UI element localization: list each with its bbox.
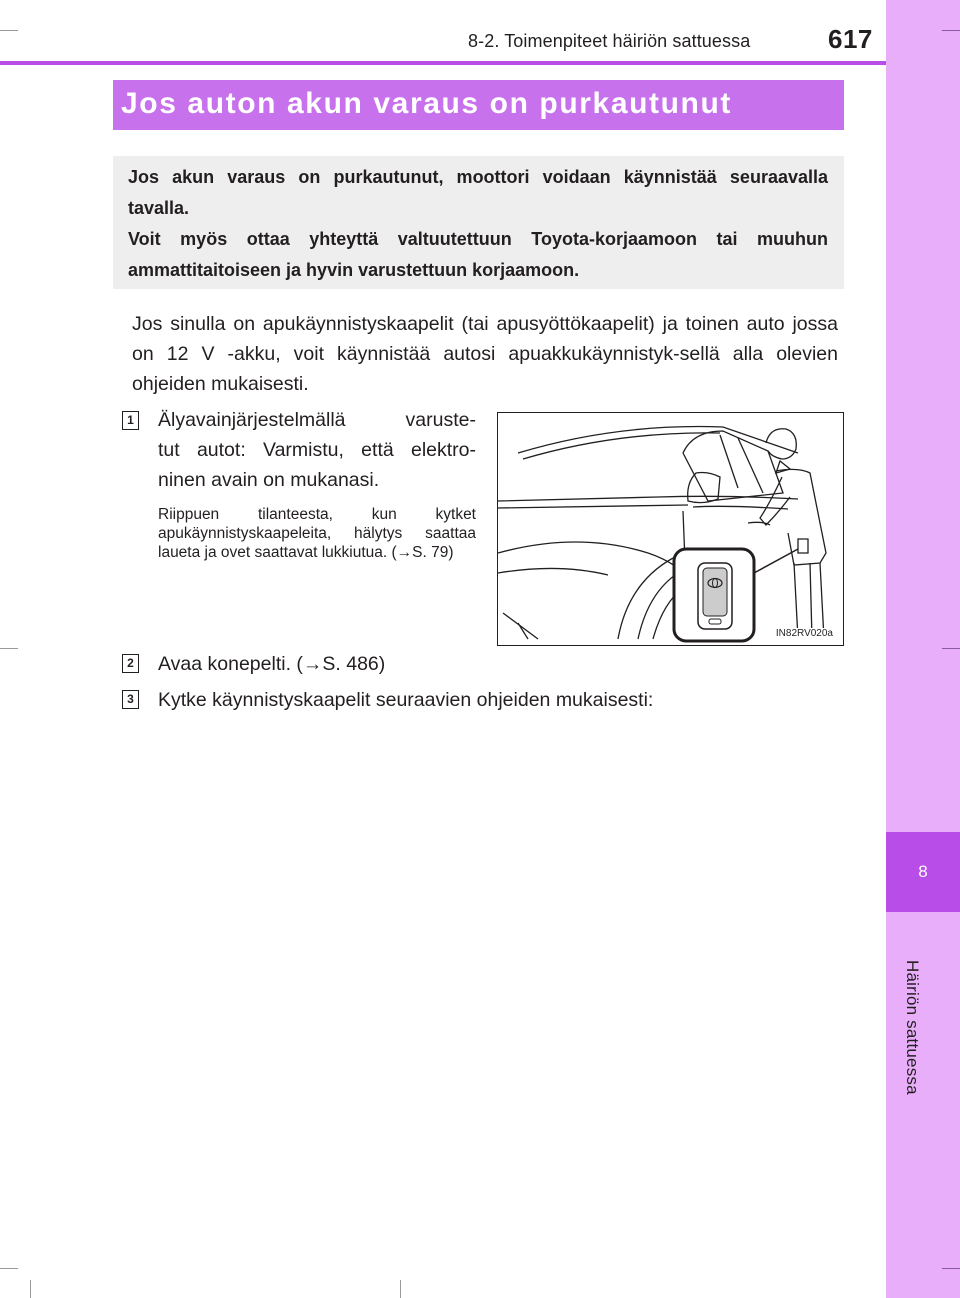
step-1-line-2: tut autot: Varmistu, että elektro- — [158, 439, 476, 461]
step-1-line-1: Älyavainjärjestelmällä varuste- — [158, 409, 476, 431]
step-number-2: 2 — [122, 654, 139, 673]
car-door-smart-key-illustration — [497, 412, 844, 646]
crop-mark — [942, 648, 960, 649]
crop-mark — [0, 1268, 18, 1269]
step-1-line-3: ninen avain on mukanasi. — [158, 469, 380, 491]
crop-mark — [400, 1280, 401, 1298]
step-3-text: Kytke käynnistyskaapelit seuraavien ohjeiden mukaisesti: — [158, 689, 654, 711]
step-number-1: 1 — [122, 411, 139, 430]
header-rule — [0, 61, 886, 65]
section-title-bar — [113, 80, 844, 130]
chapter-number-tab: 8 — [886, 832, 960, 912]
crop-mark — [942, 30, 960, 31]
running-header: 8-2. Toimenpiteet häiriön sattuessa — [468, 31, 751, 51]
intro-line-1: Jos akun varaus on purkautunut, moottori voidaan käynnistää seuraavalla tavalla. — [128, 167, 828, 218]
crop-mark — [942, 1268, 960, 1269]
figure-code: IN82RV020a — [775, 628, 833, 639]
section-title: Jos auton akun varaus on purkautunut — [121, 87, 733, 120]
step-1-note: Riippuen tilanteesta, kun kytket apukäynnistyskaapeleita, hälytys saattaa laueta ja ovet saattavat lukkiutua. (→S. 79) — [158, 506, 476, 561]
chapter-side-tab — [886, 0, 960, 1298]
body-paragraph: Jos sinulla on apukäynnistyskaapelit (tai apusyöttökaapelit) ja toinen auto jossa on 12 V -akku, voit käynnistää autosi apuakkukäynnistyk-sellä alla olevien ohjeiden mukaisesti. — [132, 313, 838, 395]
crop-mark — [0, 30, 18, 31]
intro-line-2: Voit myös ottaa yhteyttä valtuutettuun Toyota-korjaamoon tai muuhun ammattitaitoiseen ja hyvin varustettuun korjaamoon. — [128, 229, 828, 280]
car-illustration-svg — [498, 413, 844, 646]
chapter-title-label: Häiriön sattuessa — [903, 960, 922, 1095]
page-number: 617 — [828, 24, 873, 54]
intro-box — [113, 156, 844, 289]
step-2-text: Avaa konepelti. (→S. 486) — [158, 653, 386, 675]
crop-mark — [0, 648, 18, 649]
step-number-3: 3 — [122, 690, 139, 709]
crop-mark — [30, 1280, 31, 1298]
